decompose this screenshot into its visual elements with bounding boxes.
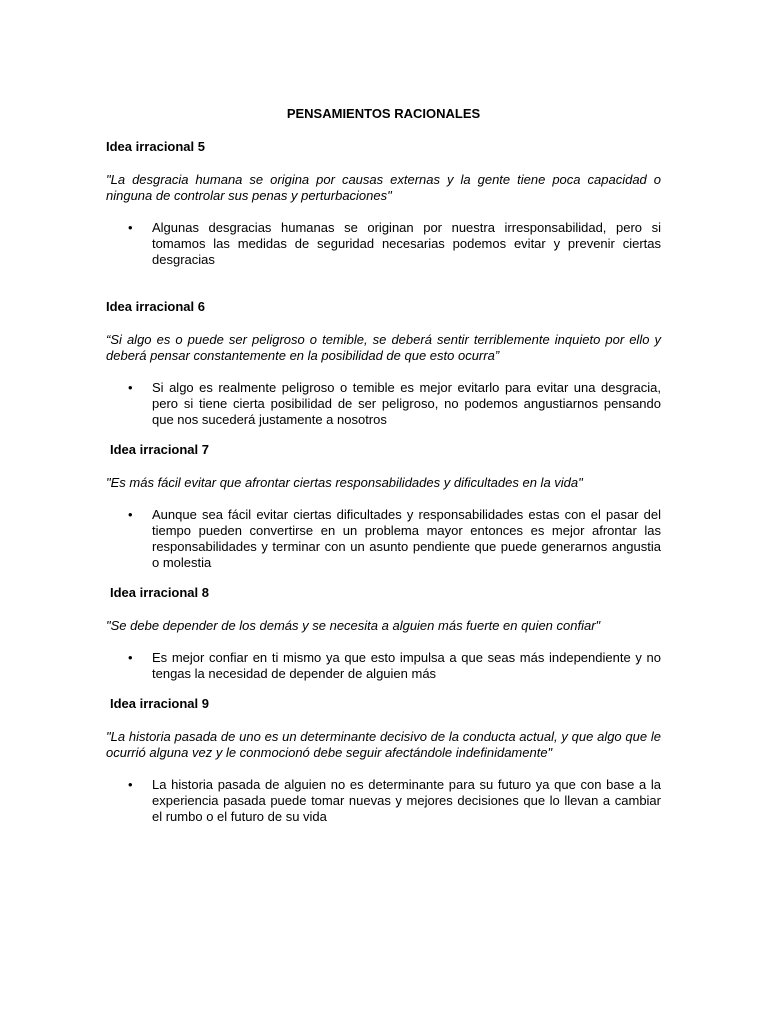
- bullet-text: La historia pasada de alguien no es determinante para su futuro ya que con base a la experiencia pasada puede tomar nuevas y mejores decisiones que lo llevan a cambiar el rumbo o el futuro de su vida: [152, 777, 661, 824]
- section-heading: Idea irracional 6: [106, 299, 205, 314]
- bullet-text: Algunas desgracias humanas se originan por nuestra irresponsabilidad, pero si tomamos las medidas de seguridad necesarias podemos evitar y prevenir ciertas desgracias: [152, 220, 661, 267]
- bullet-text: Si algo es realmente peligroso o temible es mejor evitarlo para evitar una desgracia, pero si tiene cierta posibilidad de ser peligroso, no podemos angustiarnos pensando que nos sucederá justamente a nosotros: [152, 380, 661, 427]
- section-idea-7: [106, 442, 661, 571]
- document-page: [106, 106, 661, 825]
- bullet-text: Es mejor confiar en ti mismo ya que esto impulsa a que seas más independiente y no tengas la necesidad de depender de alguien más: [152, 650, 661, 681]
- section-heading: Idea irracional 9: [110, 696, 209, 711]
- section-idea-5: [106, 139, 661, 268]
- section-heading: Idea irracional 8: [110, 585, 209, 600]
- section-idea-9: [106, 696, 661, 825]
- rational-thought-bullet: [106, 507, 661, 571]
- bullet-text: Aunque sea fácil evitar ciertas dificultades y responsabilidades estas con el pasar del tiempo pueden convertirse en un problema mayor entonces es mejor afrontar las responsabilidades y terminar con un asunto pendiente que puede generarnos angustia o molestia: [152, 507, 661, 570]
- bullet-icon: •: [128, 380, 133, 395]
- irrational-idea-quote: "Es más fácil evitar que afrontar ciertas responsabilidades y dificultades en la vida": [106, 475, 583, 490]
- irrational-idea-quote: “Si algo es o puede ser peligroso o temible, se deberá sentir terriblemente inquieto por ello y deberá pensar constantemente en la posibilidad de que esto ocurra”: [106, 332, 661, 363]
- irrational-idea-quote: "La desgracia humana se origina por causas externas y la gente tiene poca capacidad o ninguna de controlar sus penas y perturbaciones": [106, 172, 661, 203]
- irrational-idea-quote: "Se debe depender de los demás y se necesita a alguien más fuerte en quien confiar": [106, 618, 601, 633]
- bullet-icon: •: [128, 507, 133, 522]
- irrational-idea-quote: "La historia pasada de uno es un determinante decisivo de la conducta actual, y que algo que le ocurrió alguna vez y le conmocionó debe seguir afectándole indefinidamente": [106, 729, 661, 760]
- section-idea-6: [106, 299, 661, 428]
- section-heading: Idea irracional 7: [110, 442, 209, 457]
- section-idea-8: [106, 585, 661, 682]
- bullet-icon: •: [128, 777, 133, 792]
- rational-thought-bullet: [106, 650, 661, 682]
- rational-thought-bullet: [106, 777, 661, 825]
- document-title: PENSAMIENTOS RACIONALES: [286, 106, 481, 121]
- bullet-icon: •: [128, 220, 133, 235]
- rational-thought-bullet: [106, 220, 661, 268]
- bullet-icon: •: [128, 650, 133, 665]
- rational-thought-bullet: [106, 380, 661, 428]
- section-heading: Idea irracional 5: [106, 139, 205, 154]
